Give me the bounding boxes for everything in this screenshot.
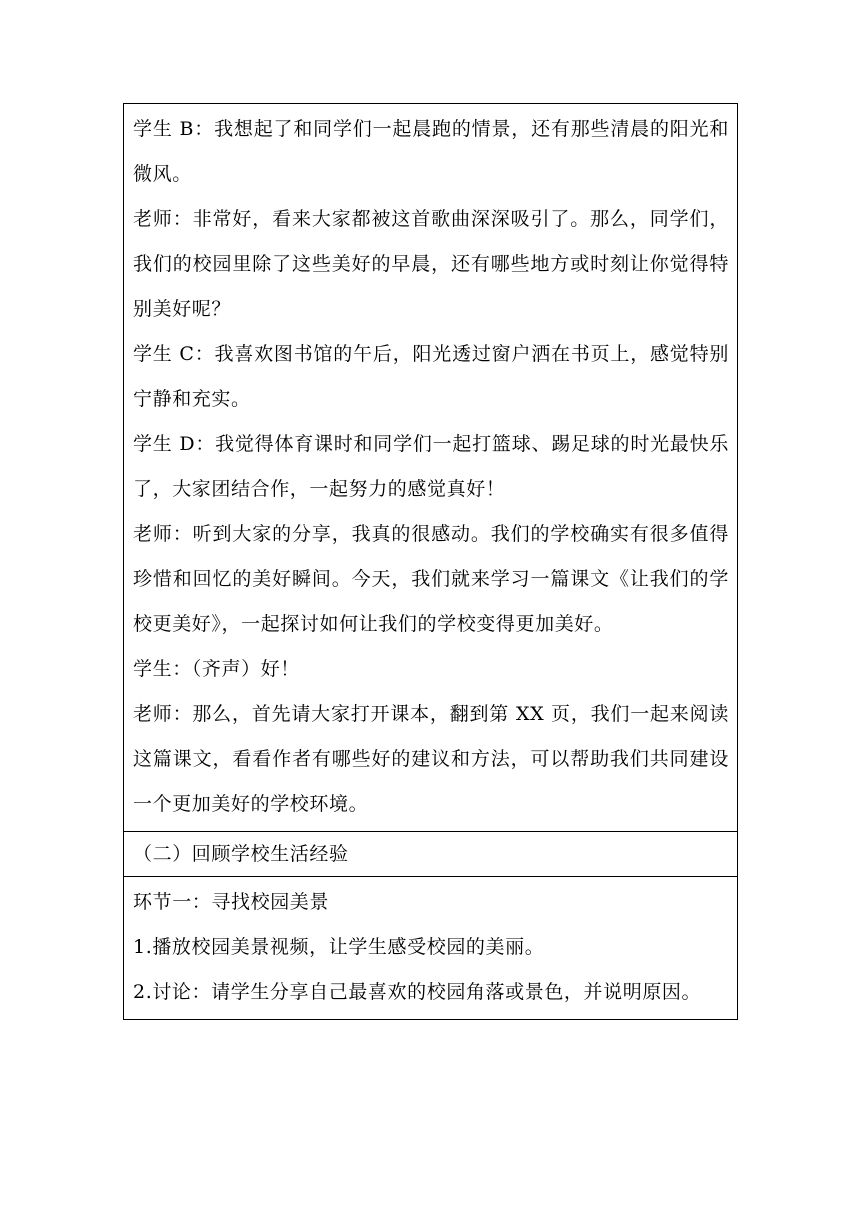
dialogue-paragraph: 老师：听到大家的分享，我真的很感动。我们的学校确实有很多值得珍惜和回忆的美好瞬间。今天，我们就来学习一篇课文《让我们的学校更美好》，一起探讨如何让我们的学校变得更加美好。: [133, 523, 729, 635]
section-heading-cell: [124, 832, 738, 877]
dialogue-paragraph: 学生 B：我想起了和同学们一起晨跑的情景，还有那些清晨的阳光和微风。: [133, 118, 729, 185]
dialogue-paragraph: 学生 C：我喜欢图书馆的午后，阳光透过窗户洒在书页上，感觉特别宁静和充实。: [133, 343, 729, 410]
activity-cell: [124, 877, 738, 1020]
dialogue-cell: [124, 104, 738, 832]
lesson-plan-table: [123, 103, 738, 1020]
activity-item: 1.播放校园美景视频，让学生感受校园的美丽。: [133, 936, 545, 958]
section-heading: （二）回顾学校生活经验: [133, 843, 349, 865]
table-row: [124, 877, 738, 1020]
table-row: [124, 104, 738, 832]
dialogue-paragraph: 老师：非常好，看来大家都被这首歌曲深深吸引了。那么，同学们，我们的校园里除了这些美好的早晨，还有哪些地方或时刻让你觉得特别美好呢？: [133, 208, 729, 320]
dialogue-paragraph: 老师：那么，首先请大家打开课本，翻到第 XX 页，我们一起来阅读这篇课文，看看作者有哪些好的建议和方法，可以帮助我们共同建设一个更加美好的学校环境。: [133, 703, 729, 815]
table-row: [124, 832, 738, 877]
dialogue-paragraph: 学生 D：我觉得体育课时和同学们一起打篮球、踢足球的时光最快乐了，大家团结合作，一起努力的感觉真好！: [133, 433, 729, 500]
activity-item: 2.讨论：请学生分享自己最喜欢的校园角落或景色，并说明原因。: [133, 981, 702, 1003]
activity-title: 环节一：寻找校园美景: [133, 891, 330, 913]
dialogue-paragraph: 学生：（齐声）好！: [133, 658, 300, 680]
